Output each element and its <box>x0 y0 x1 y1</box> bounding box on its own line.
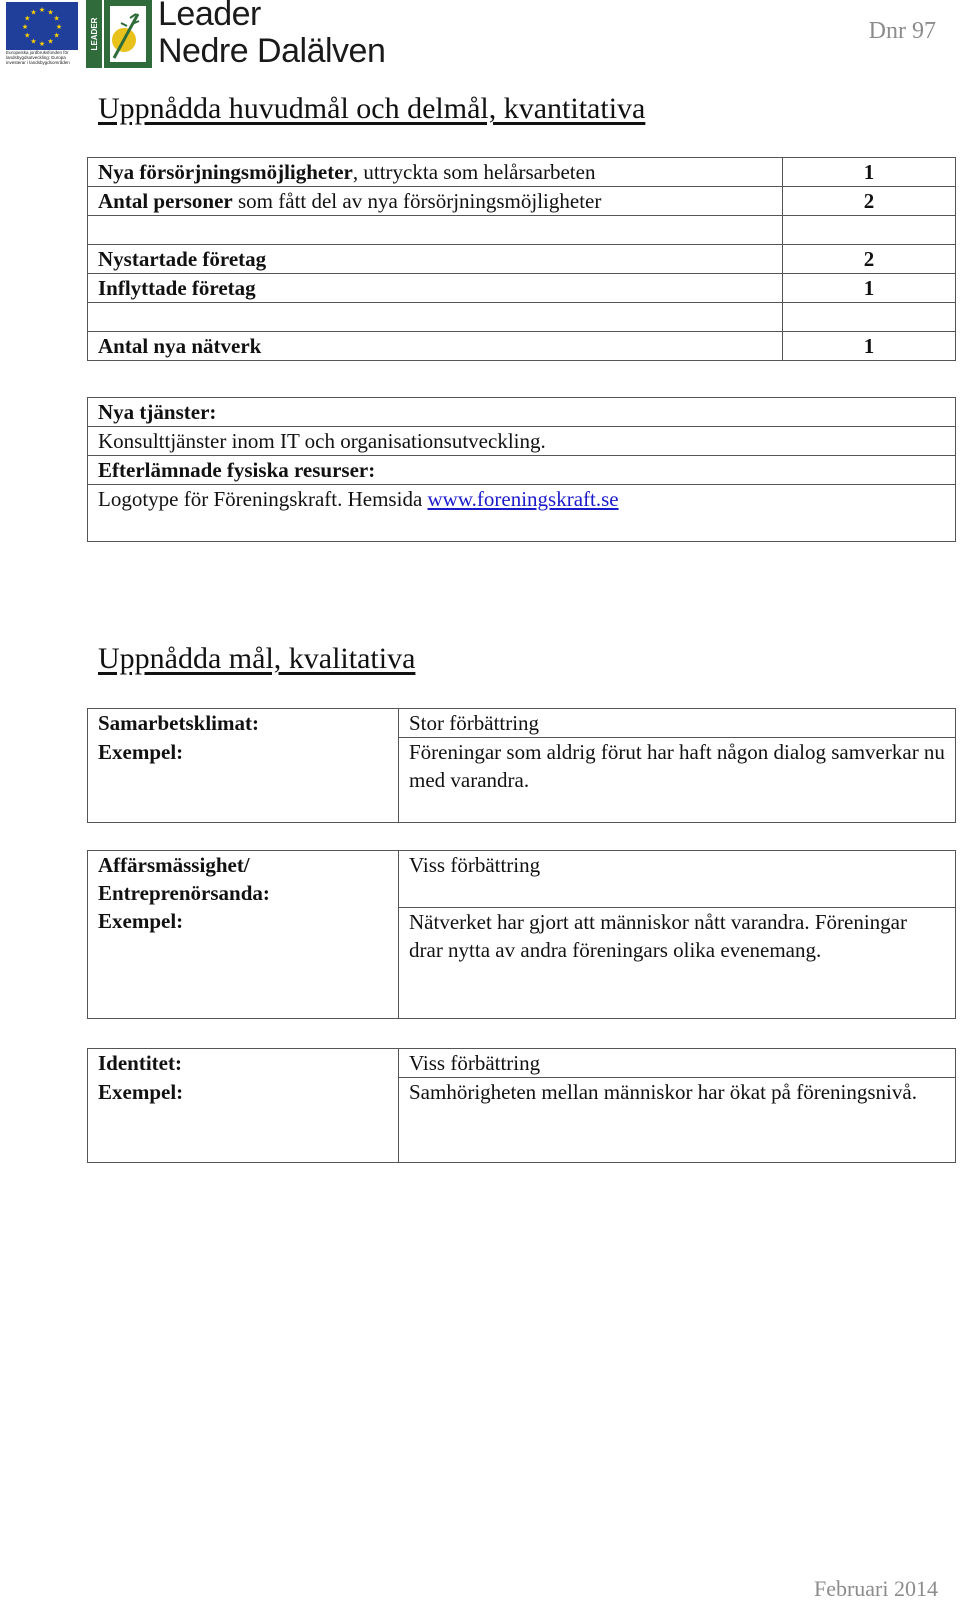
services-resources-table <box>87 397 956 542</box>
quantitative-row <box>88 274 956 303</box>
svg-text:★: ★ <box>38 6 46 14</box>
svg-text:★: ★ <box>21 23 29 31</box>
metric-value: 1 <box>783 158 956 187</box>
page-header <box>0 0 960 80</box>
quantitative-row <box>88 245 956 274</box>
quantitative-row <box>88 216 956 245</box>
example-label: Exempel: <box>88 1078 399 1163</box>
criterion-label: Identitet: <box>88 1049 399 1078</box>
leader-vertical-text: LEADER <box>90 17 99 51</box>
metric-value: 2 <box>783 187 956 216</box>
metric-label-bold: Inflyttade företag <box>98 276 256 300</box>
services-text: Konsulttjänster inom IT och organisationsutveckling. <box>88 427 956 456</box>
metric-label-bold: Antal nya nätverk <box>98 334 262 358</box>
svg-text:★: ★ <box>53 14 60 23</box>
website-link[interactable]: www.foreningskraft.se <box>427 487 619 511</box>
leader-logo-icon <box>86 0 152 68</box>
example-text: Samhörigheten mellan människor har ökat på föreningsnivå. <box>399 1078 956 1163</box>
metric-label-bold: Nystartade företag <box>98 247 267 271</box>
metric-value: 1 <box>783 274 956 303</box>
metric-label <box>88 245 783 274</box>
qualitative-block-3 <box>87 1048 956 1163</box>
svg-text:★: ★ <box>47 37 54 46</box>
metric-label <box>88 158 783 187</box>
resources-label: Efterlämnade fysiska resurser: <box>88 456 956 485</box>
quantitative-row <box>88 158 956 187</box>
rating-text: Stor förbättring <box>399 709 956 738</box>
metric-value <box>783 216 956 245</box>
example-text: Nätverket har gjort att människor nått varandra. Föreningar drar nytta av andra föreningars olika evenemang. <box>399 907 956 1019</box>
eu-stars-icon <box>6 2 78 50</box>
metric-label <box>88 274 783 303</box>
leader-logo-text <box>158 0 385 70</box>
metric-label-bold: Antal personer <box>98 189 233 213</box>
example-label: Exempel: <box>88 907 399 1019</box>
metric-label <box>88 303 783 332</box>
metric-label <box>88 187 783 216</box>
footer-date: Februari 2014 <box>813 1576 938 1601</box>
svg-text:★: ★ <box>47 8 54 17</box>
logo-line-2: Nedre Dalälven <box>158 32 386 70</box>
metric-label <box>88 216 783 245</box>
svg-text:★: ★ <box>24 14 31 23</box>
metric-value <box>783 303 956 332</box>
rating-text: Viss förbättring <box>399 851 956 908</box>
quantitative-heading: Uppnådda huvudmål och delmål, kvantitativa <box>98 92 646 125</box>
metric-label <box>88 332 783 361</box>
resources-text: Logotype för Föreningskraft. Hemsida www.foreningskraft.se <box>88 485 956 542</box>
svg-text:★: ★ <box>53 31 60 40</box>
qualitative-block-1 <box>87 708 956 823</box>
metric-label-rest: som fått del av nya försörjningsmöjligheter <box>232 189 602 213</box>
example-label: Exempel: <box>88 738 399 823</box>
metric-value: 1 <box>783 332 956 361</box>
document-number: Dnr 97 <box>868 18 936 44</box>
rating-text: Viss förbättring <box>399 1049 956 1078</box>
criterion-label: Affärsmässighet/ Entreprenörsanda: <box>88 851 399 908</box>
quantitative-row <box>88 303 956 332</box>
quantitative-table <box>87 157 956 361</box>
quantitative-row <box>88 187 956 216</box>
criterion-label: Samarbetsklimat: <box>88 709 399 738</box>
svg-text:★: ★ <box>30 37 37 46</box>
svg-text:★: ★ <box>55 23 63 31</box>
metric-label-rest: , uttryckta som helårsarbeten <box>352 160 596 184</box>
services-label: Nya tjänster: <box>88 398 956 427</box>
eu-caption: Europeiska jordbruksfonden för landsbygdsutveckling: Europa investerar i landsbygdsområden <box>6 50 70 65</box>
svg-text:★: ★ <box>38 40 46 48</box>
eu-flag-icon <box>6 2 78 50</box>
metric-label-bold: Nya försörjningsmöjligheter <box>98 160 353 184</box>
svg-text:★: ★ <box>30 8 37 17</box>
qualitative-block-2 <box>87 850 956 1019</box>
example-text: Föreningar som aldrig förut har haft någon dialog samverkar nu med varandra. <box>399 738 956 823</box>
qualitative-heading: Uppnådda mål, kvalitativa <box>98 642 416 675</box>
svg-text:★: ★ <box>24 31 31 40</box>
logo-line-1: Leader <box>158 0 261 33</box>
metric-value: 2 <box>783 245 956 274</box>
quantitative-row <box>88 332 956 361</box>
